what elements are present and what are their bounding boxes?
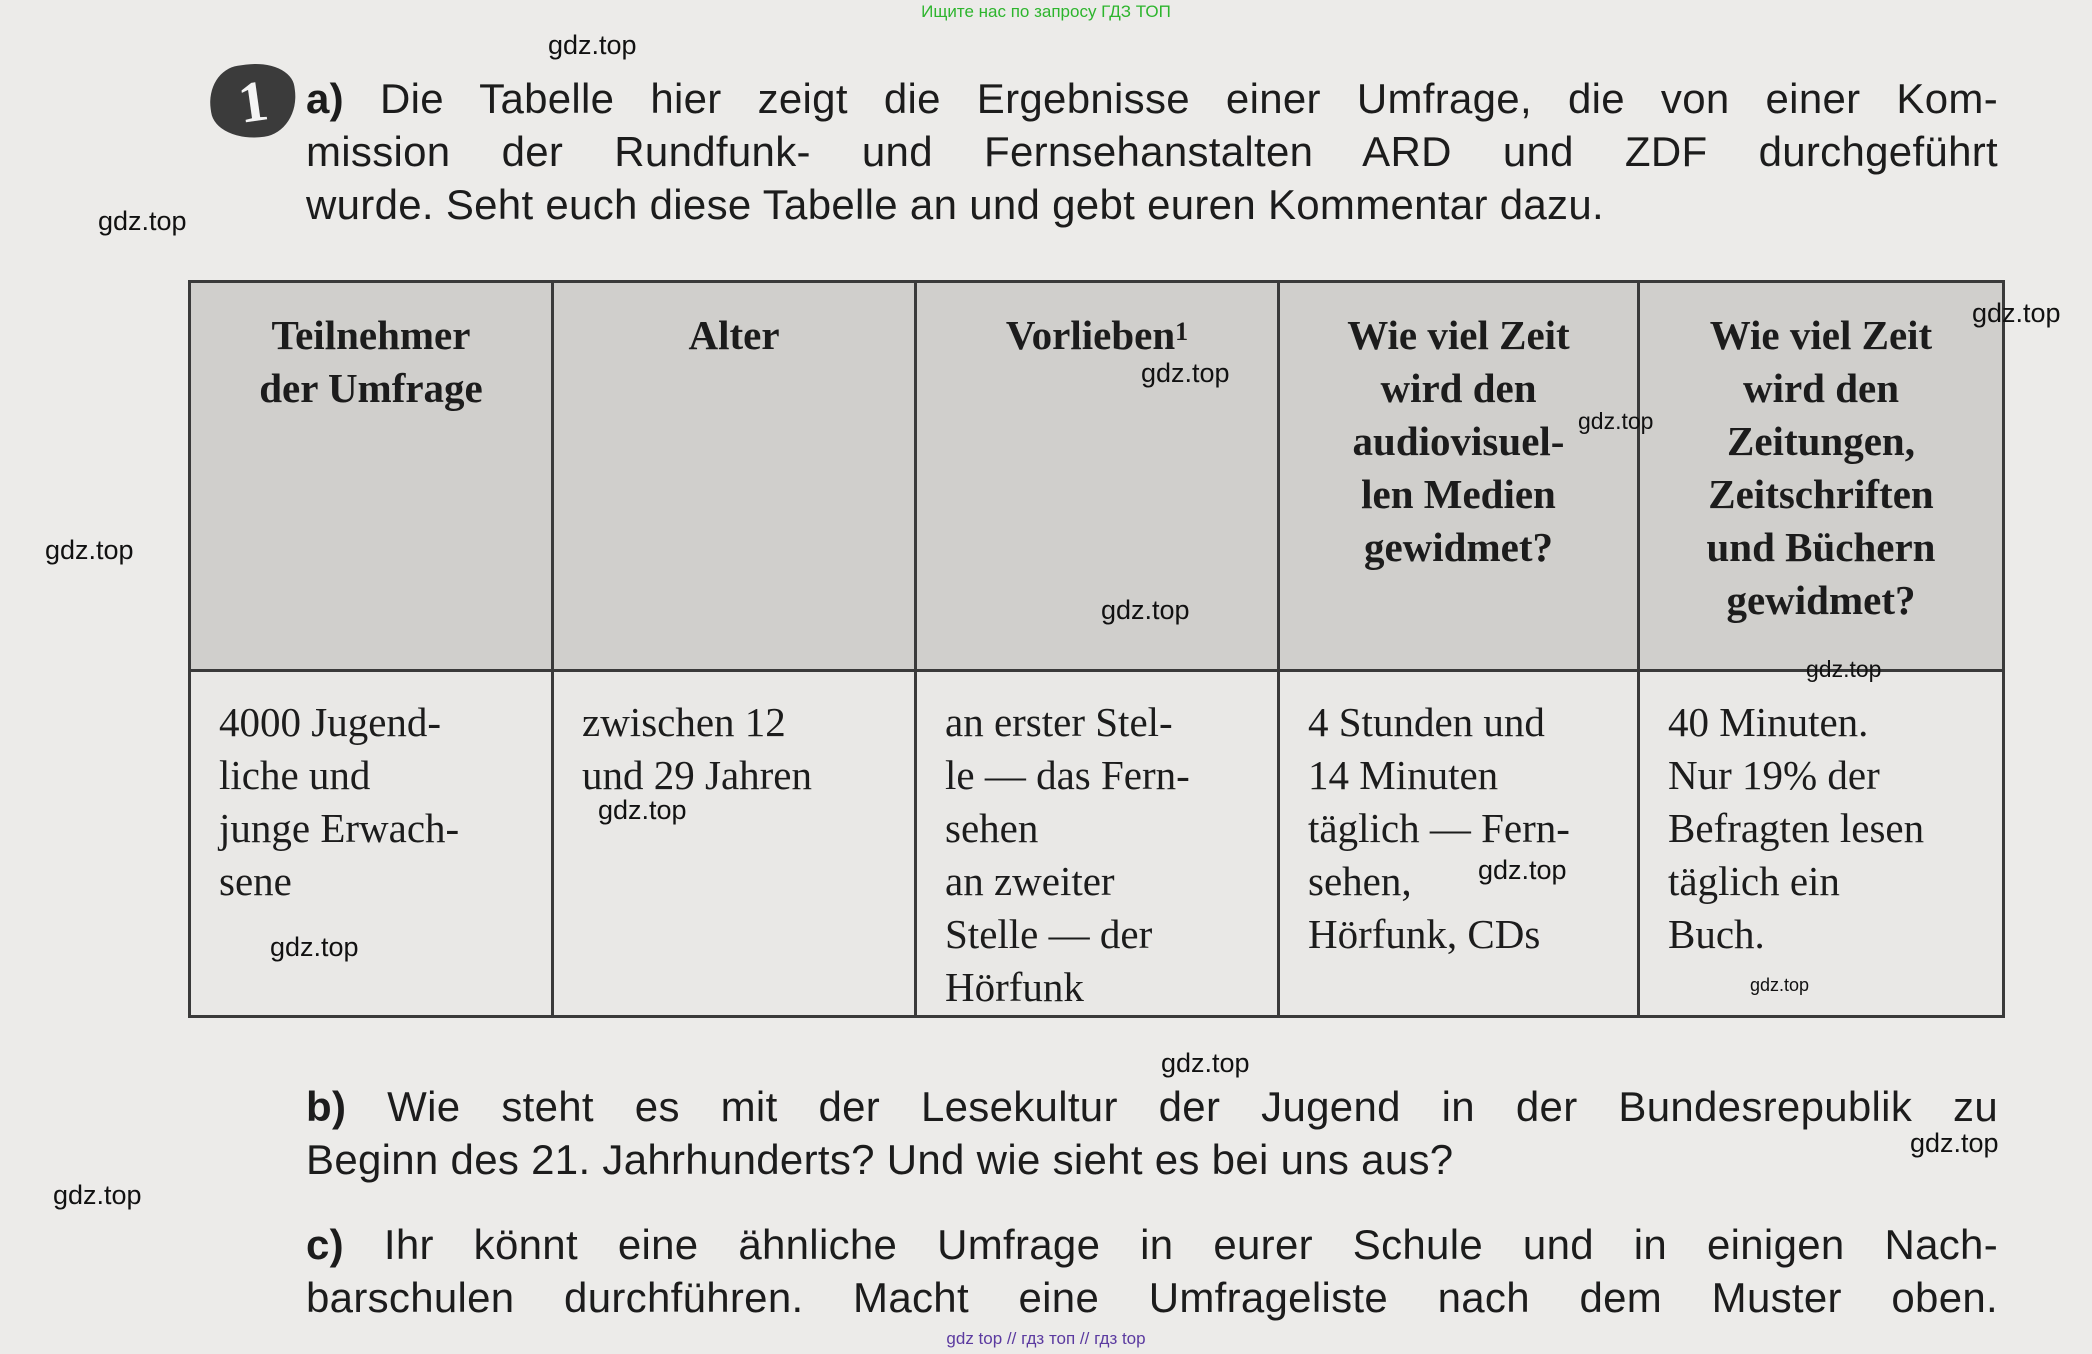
cell-line: sehen: [945, 805, 1039, 851]
cell-line: le — das Fern-: [945, 752, 1190, 798]
watermark: gdz.top: [1141, 358, 1230, 388]
cell-line: liche und: [219, 752, 371, 798]
task-a: [306, 72, 1998, 231]
watermark: gdz.top: [98, 206, 187, 236]
task-a-text-1: Die Tabelle hier zeigt die Ergebnisse einer Umfrage, die von einer Kom-: [379, 75, 1998, 122]
table-row: [190, 671, 2004, 1017]
top-banner[interactable]: Ищите нас по запросу ГДЗ ТОП: [921, 2, 1171, 21]
cell-line: 40 Minuten.: [1668, 699, 1869, 745]
header-line: Wie viel Zeit: [1709, 312, 1933, 358]
cell-print-media-time: [1639, 671, 2004, 1017]
header-line: [935, 309, 1259, 362]
cell-line: Befragten lesen: [1668, 805, 1925, 851]
task-a-label: a): [306, 75, 344, 122]
watermark: gdz.top: [1910, 1128, 1999, 1158]
watermark: gdz.top: [1101, 595, 1190, 625]
header-line: wird den: [1742, 365, 1900, 411]
task-c-line-1: [306, 1218, 1998, 1271]
cell-age: [553, 671, 916, 1017]
header-preferences: [916, 282, 1279, 671]
header-line: gewidmet?: [1726, 577, 1916, 623]
task-c-line-2: barschulen durchführen. Macht eine Umfrageliste nach dem Muster oben.: [306, 1274, 1998, 1321]
watermark: gdz.top: [1972, 298, 2061, 328]
cell-participants: [190, 671, 553, 1017]
header-line: Teilnehmer: [271, 312, 471, 358]
task-a-line-1: [306, 72, 1998, 125]
cell-line: Buch.: [1668, 911, 1765, 957]
header-print-media-time: [1639, 282, 2004, 671]
task-c-label: c): [306, 1221, 344, 1268]
header-participants: [190, 282, 553, 671]
header-line: und Büchern: [1706, 524, 1936, 570]
task-b-label: b): [306, 1083, 347, 1130]
header-av-media-time: [1279, 282, 1639, 671]
watermark: gdz.top: [598, 795, 687, 825]
cell-line: täglich — Fern-: [1308, 805, 1570, 851]
cell-line: 14 Minuten: [1308, 752, 1499, 798]
header-line: Alter: [688, 312, 780, 358]
cell-line: junge Erwach-: [219, 805, 460, 851]
cell-line: 4000 Jugend-: [219, 699, 442, 745]
watermark: gdz.top: [1578, 408, 1654, 434]
watermark: gdz.top: [1750, 975, 1810, 995]
header-line: Zeitungen,: [1727, 418, 1915, 464]
cell-line: Stelle — der: [945, 911, 1153, 957]
task-b-text-1: Wie steht es mit der Lesekultur der Jugend in der Bundesrepublik zu: [387, 1083, 1998, 1130]
cell-preferences: [916, 671, 1279, 1017]
cell-line: Hörfunk, CDs: [1308, 911, 1541, 957]
cell-line: an zweiter: [945, 858, 1115, 904]
cell-line: sehen,: [1308, 858, 1412, 904]
footer-links[interactable]: gdz top // гдз топ // гдз top: [946, 1329, 1146, 1348]
table-header-row: [190, 282, 2004, 671]
header-line: Wie viel Zeit: [1347, 312, 1570, 358]
cell-line: zwischen 12: [582, 699, 786, 745]
watermark: gdz.top: [45, 535, 134, 565]
task-b-line-2: Beginn des 21. Jahrhunderts? Und wie sieht es bei uns aus?: [306, 1136, 1454, 1183]
watermark: gdz.top: [270, 932, 359, 962]
task-a-line-3: wurde. Seht euch diese Tabelle an und gebt euren Kommentar dazu.: [306, 181, 1604, 228]
cell-line: Nur 19% der: [1668, 752, 1880, 798]
footnote-mark: 1: [1175, 317, 1189, 346]
task-b-line-1: [306, 1080, 1998, 1133]
exercise-number: 1: [234, 67, 272, 136]
watermark: gdz.top: [1806, 656, 1882, 682]
header-age: [553, 282, 916, 671]
cell-line: 4 Stunden und: [1308, 699, 1545, 745]
header-line: audiovisuel-: [1352, 418, 1565, 464]
cell-line: an erster Stel-: [945, 699, 1173, 745]
cell-line: sene: [219, 858, 292, 904]
watermark: gdz.top: [53, 1180, 142, 1210]
header-line: der Umfrage: [259, 365, 483, 411]
watermark: gdz.top: [548, 30, 637, 60]
header-line: len Medien: [1361, 471, 1556, 517]
watermark: gdz.top: [1161, 1048, 1250, 1078]
header-preferences-text: Vorlieben: [1005, 312, 1176, 358]
task-c: [306, 1218, 1998, 1324]
header-line: Zeitschriften: [1708, 471, 1934, 517]
header-line: gewidmet?: [1363, 524, 1553, 570]
task-a-line-2: mission der Rundfunk- und Fernsehanstalten ARD und ZDF durchgeführt: [306, 128, 1998, 175]
header-line: wird den: [1380, 365, 1537, 411]
cell-line: täglich ein: [1668, 858, 1840, 904]
task-c-text-1: Ihr könnt eine ähnliche Umfrage in eurer Schule und in einigen Nach-: [383, 1221, 1998, 1268]
survey-table: [188, 280, 2005, 1018]
exercise-number-badge: [205, 58, 300, 143]
cell-av-media-time: [1279, 671, 1639, 1017]
watermark: gdz.top: [1478, 855, 1567, 885]
task-b: [306, 1080, 1998, 1186]
cell-line: und 29 Jahren: [582, 752, 813, 798]
cell-line: Hörfunk: [945, 964, 1084, 1010]
